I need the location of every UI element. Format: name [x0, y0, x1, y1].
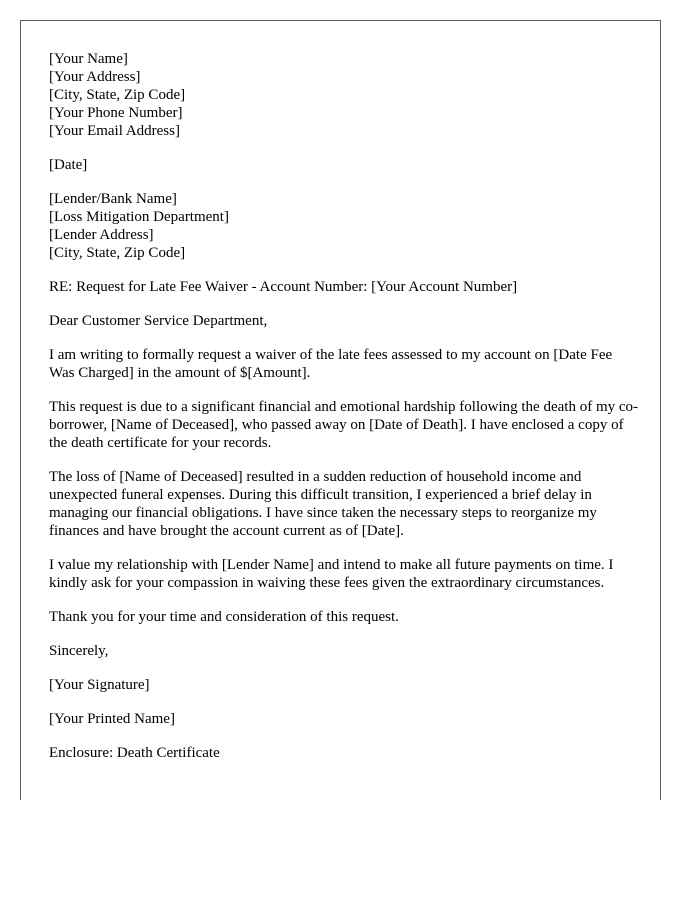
body-paragraph-1: I am writing to formally request a waiver of the late fees assessed to my account on [Date Fee Was Charged] in the amount of $[Amount]. [49, 347, 613, 381]
closing: Sincerely, [49, 643, 109, 659]
salutation: Dear Customer Service Department, [49, 313, 268, 329]
recipient-lender-name: [Lender/Bank Name] [49, 191, 177, 207]
recipient-city-state-zip: [City, State, Zip Code] [49, 245, 186, 261]
body-paragraph-4: I value my relationship with [Lender Name] and intend to make all future payments on time. I kindly ask for your compassion in waiving these fees given the extraordinary circumstances. [49, 557, 614, 591]
sender-address: [Your Address] [49, 69, 141, 85]
body-paragraph-3: The loss of [Name of Deceased] resulted in a sudden reduction of household income and unexpected funeral expenses. During this difficult transition, I experienced a brief delay in managing our financial obligations. I have since taken the necessary steps to reorganize my finances and have brought the account current as of [Date]. [49, 469, 597, 539]
sender-phone: [Your Phone Number] [49, 105, 183, 121]
recipient-block [49, 190, 639, 262]
sender-block [49, 50, 639, 140]
sender-email: [Your Email Address] [49, 123, 180, 139]
body-paragraph-5: Thank you for your time and consideration of this request. [49, 609, 399, 625]
letter-date: [Date] [49, 157, 88, 173]
enclosure: Enclosure: Death Certificate [49, 745, 220, 761]
letter-page [20, 20, 661, 800]
signature: [Your Signature] [49, 677, 150, 693]
body-paragraph-2: This request is due to a significant financial and emotional hardship following the death of my co-borrower, [Name of Deceased], who passed away on [Date of Death]. I have enclosed a copy of the death certificate for your records. [49, 399, 639, 451]
sender-name: [Your Name] [49, 51, 128, 67]
recipient-address: [Lender Address] [49, 227, 154, 243]
recipient-department: [Loss Mitigation Department] [49, 209, 229, 225]
subject-line: RE: Request for Late Fee Waiver - Account Number: [Your Account Number] [49, 279, 518, 295]
printed-name: [Your Printed Name] [49, 711, 175, 727]
letter-content [49, 50, 639, 778]
sender-city-state-zip: [City, State, Zip Code] [49, 87, 186, 103]
